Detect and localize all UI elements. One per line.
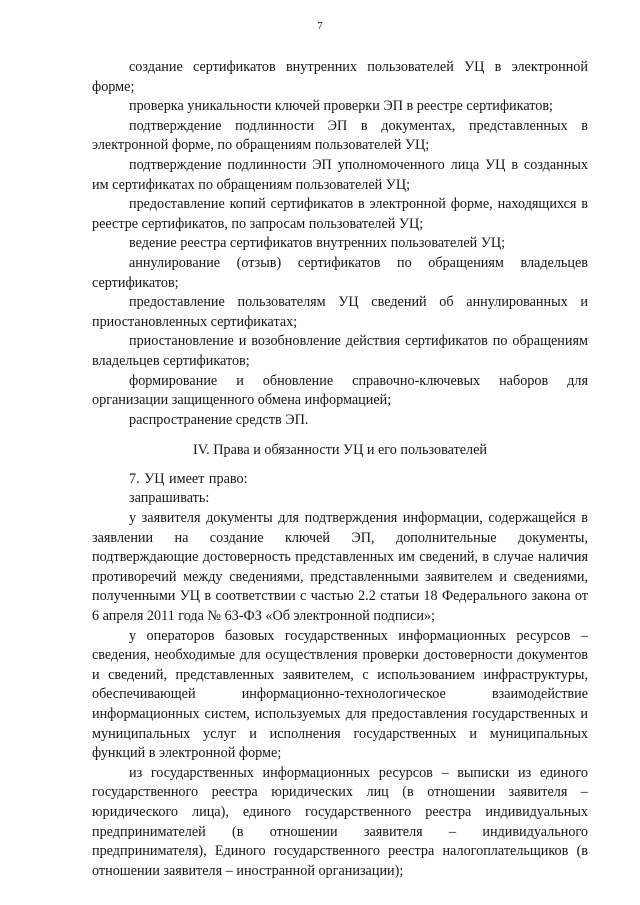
paragraph-create-internal-certificates: создание сертификатов внутренних пользователей УЦ в электронной форме;: [92, 59, 588, 95]
paragraph-certificate-registry: ведение реестра сертификатов внутренних пользователей УЦ;: [129, 235, 506, 252]
paragraph-signature-verification-documents: подтверждение подлинности ЭП в документах, представленных в электронной форме, по обращениям пользователей УЦ;: [92, 117, 588, 154]
page-number: 7: [317, 20, 323, 32]
paragraph-state-registers: из государственных информационных ресурсов – выписки из единого государственного реестра юридических лиц (в отношении заявителя – юридического лица), единого государственного реестра индивидуальных предпринимателей (в отношении заявителя – индивидуального предпринимателя), Единого государственного реестра налогоплательщиков (в отношении заявителя – иностранной организации);: [92, 764, 588, 879]
paragraph-key-uniqueness-check: проверка уникальности ключей проверки ЭП в реестре сертификатов;: [129, 98, 553, 115]
paragraph-signature-tools-distribution: распространение средств ЭП.: [129, 411, 309, 428]
paragraph-revoked-suspended-info: предоставление пользователям УЦ сведений об аннулированных и приостановленных сертификатах;: [92, 294, 588, 330]
paragraph-operators-information: у операторов базовых государственных информационных ресурсов – сведения, необходимые для осуществления проверки достоверности документов и сведений, представленных заявителем, с использованием инфраструктуры, обеспечивающей информационно-технологическое взаимодействие информационных систем, используемых для предоставления государственных и муниципальных услуг и исполнения государственных и муниципальных функций в электронной форме;: [92, 627, 588, 762]
section-heading: IV. Права и обязанности УЦ и его пользователей: [193, 442, 487, 459]
paragraph-key-sets: формирование и обновление справочно-ключевых наборов для организации защищенного обмена информацией;: [92, 372, 588, 409]
document-body: [92, 58, 588, 881]
paragraph-item-7: 7. УЦ имеет право:: [129, 470, 248, 487]
paragraph-certificate-copies: предоставление копий сертификатов в электронной форме, находящихся в реестре сертификатов, по запросам пользователей УЦ;: [92, 196, 588, 232]
paragraph-suspension-resumption: приостановление и возобновление действия сертификатов по обращениям владельцев сертификатов;: [92, 333, 588, 369]
paragraph-certificate-revocation: аннулирование (отзыв) сертификатов по обращениям владельцев сертификатов;: [92, 254, 588, 291]
paragraph-applicant-documents: у заявителя документы для подтверждения информации, содержащейся в заявлении на создание ключей ЭП, дополнительные документы, подтверждающие достоверность представленных им сведений, в случае наличия противоречий между сведениями, представленными заявителем и сведениями, полученными УЦ в соответствии с частью 2.2 статьи 18 Федерального закона от 6 апреля 2011 года № 63-ФЗ «Об электронной подписи»;: [92, 510, 588, 625]
paragraph-request: запрашивать:: [129, 490, 210, 507]
paragraph-authorized-person-signature-verification: подтверждение подлинности ЭП уполномоченного лица УЦ в созданных им сертификатах по обращениям пользователей УЦ;: [92, 156, 588, 193]
